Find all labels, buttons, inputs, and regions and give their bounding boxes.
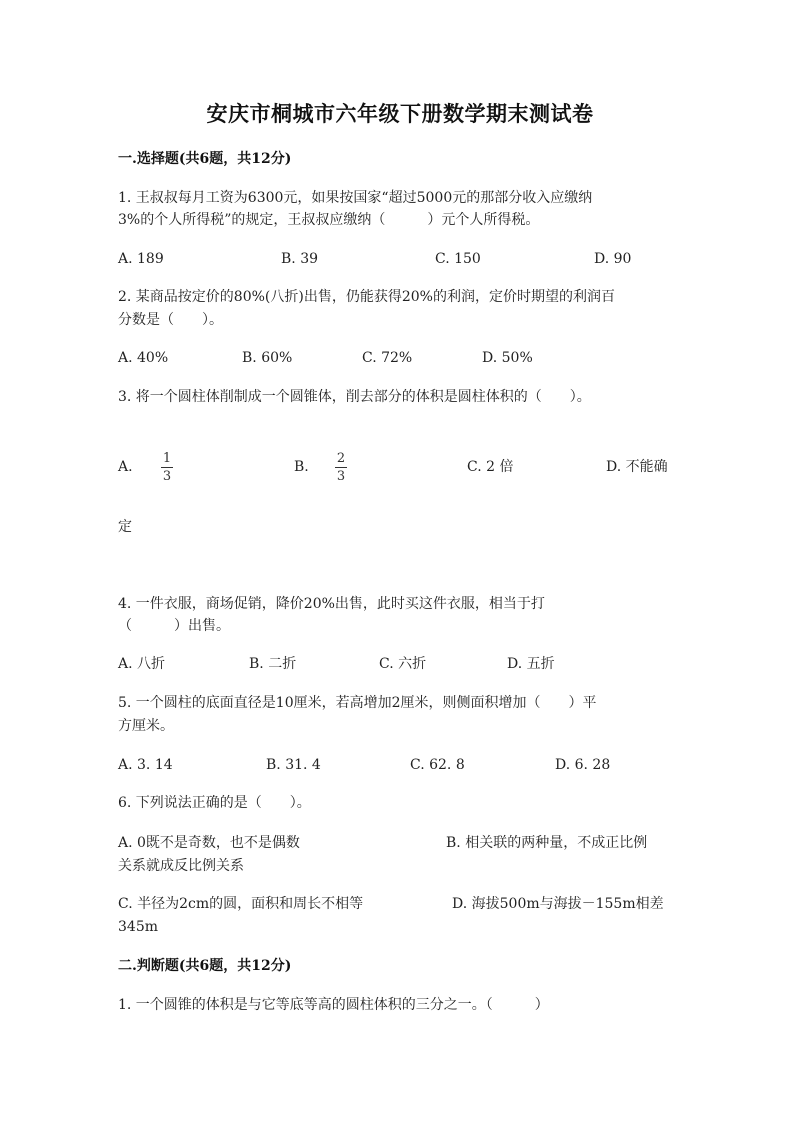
- question-5-option-b: B. 31. 4: [266, 757, 321, 773]
- question-6-option-b-line-2: 关系就成反比例关系: [118, 858, 244, 874]
- question-4-option-a: A. 八折: [118, 656, 166, 672]
- question-1-line-2: 3%的个人所得税”的规定，王叔叔应缴纳（ ）元个人所得税。: [118, 212, 540, 228]
- question-6-option-c: C. 半径为2cm的圆，面积和周长不相等: [118, 896, 364, 912]
- question-4-option-d: D. 五折: [507, 656, 555, 672]
- question-3-option-b-label: B.: [294, 459, 309, 475]
- question-4-line-2: （ ）出售。: [118, 618, 230, 634]
- question-6-option-d-line-1: D. 海拔500m与海拔－155m相差: [452, 896, 664, 912]
- question-5-option-a: A. 3. 14: [118, 757, 173, 773]
- question-5-option-c: C. 62. 8: [410, 757, 465, 773]
- question-3-option-a-label: A.: [118, 459, 133, 475]
- question-5-option-d: D. 6. 28: [555, 757, 611, 773]
- question-3-option-d: D. 不能确: [606, 459, 668, 475]
- question-2-line-1: 2. 某商品按定价的80%(八折)出售，仍能获得20%的利润，定价时期望的利润百: [118, 289, 615, 305]
- question-3-option-d-continued: 定: [118, 519, 132, 535]
- question-1-option-c: C. 150: [435, 251, 481, 267]
- question-5-line-1: 5. 一个圆柱的底面直径是10厘米，若高增加2厘米，则侧面积增加（ ）平: [118, 695, 597, 711]
- question-3-option-a-fraction: [159, 451, 175, 484]
- question-3-line-1: 3. 将一个圆柱体削制成一个圆锥体，削去部分的体积是圆柱体积的（ ）。: [118, 389, 591, 405]
- fraction-numerator: 1: [162, 451, 172, 466]
- question-1-option-b: B. 39: [281, 251, 319, 267]
- fraction-bar: [161, 467, 173, 468]
- question-4-option-b: B. 二折: [249, 656, 297, 672]
- question-6-option-d-line-2: 345m: [118, 919, 158, 935]
- question-2-option-c: C. 72%: [362, 350, 413, 366]
- fraction-denominator: 3: [162, 469, 172, 484]
- fraction-bar: [335, 467, 347, 468]
- question-3-option-b-fraction: [333, 451, 349, 484]
- question-1-line-1: 1. 王叔叔每月工资为6300元，如果按国家“超过5000元的那部分收入应缴纳: [118, 190, 593, 206]
- page-title: 安庆市桐城市六年级下册数学期末测试卷: [206, 101, 594, 126]
- question-1-option-a: A. 189: [118, 251, 164, 267]
- question-6-line-1: 6. 下列说法正确的是（ ）。: [118, 795, 311, 811]
- section-heading-judgement: 二.判断题(共6题，共12分): [118, 958, 292, 974]
- question-1-option-d: D. 90: [594, 251, 632, 267]
- section-heading-choice: 一.选择题(共6题，共12分): [118, 151, 292, 167]
- question-4-line-1: 4. 一件衣服，商场促销，降价20%出售，此时买这件衣服，相当于打: [118, 596, 545, 612]
- fraction-denominator: 3: [336, 469, 346, 484]
- question-2-option-a: A. 40%: [118, 350, 169, 366]
- question-4-option-c: C. 六折: [379, 656, 427, 672]
- question-2-option-b: B. 60%: [242, 350, 293, 366]
- question-6-option-a: A. 0既不是奇数，也不是偶数: [118, 835, 300, 851]
- question-6-option-b-line-1: B. 相关联的两种量，不成正比例: [446, 835, 648, 851]
- question-2-option-d: D. 50%: [482, 350, 533, 366]
- question-5-line-2: 方厘米。: [118, 718, 174, 734]
- judgement-1-line-1: 1. 一个圆锥的体积是与它等底等高的圆柱体积的三分之一。（ ）: [118, 997, 549, 1013]
- fraction-numerator: 2: [336, 451, 346, 466]
- question-2-line-2: 分数是（ ）。: [118, 312, 223, 328]
- question-3-option-c: C. 2 倍: [467, 459, 514, 475]
